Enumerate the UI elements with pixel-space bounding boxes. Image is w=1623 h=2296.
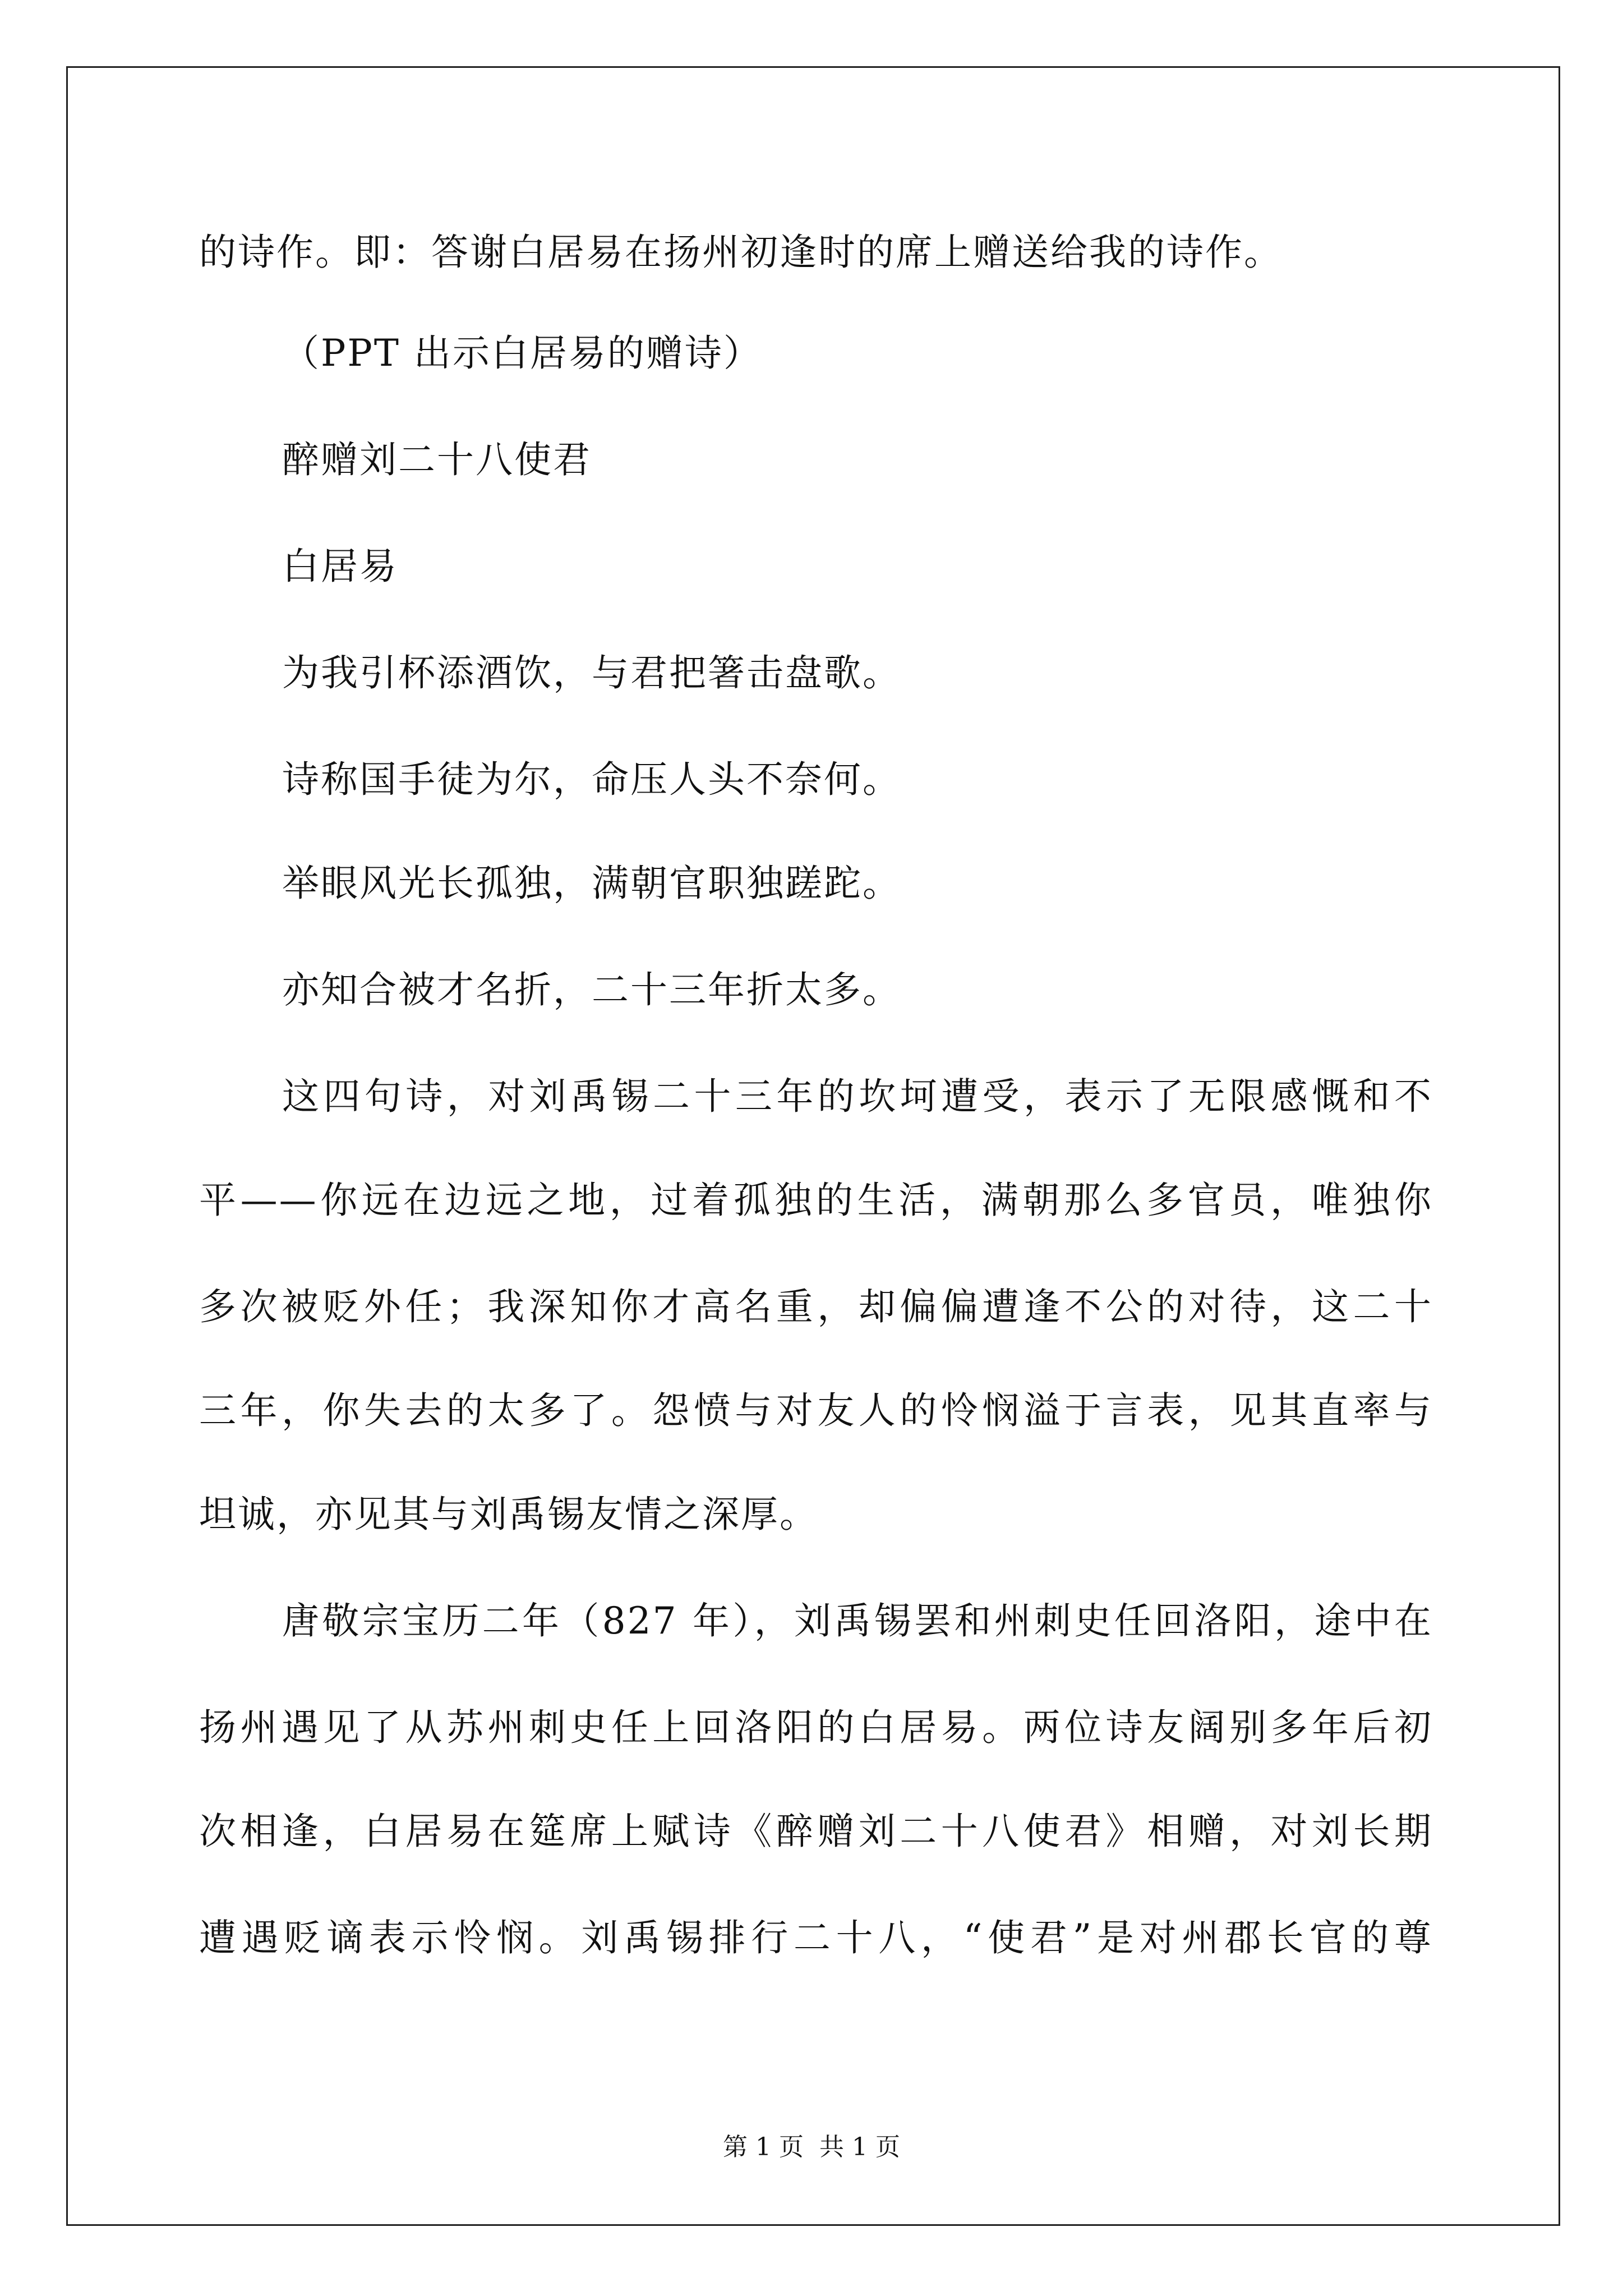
text-line: 次相逢，白居易在筵席上赋诗《醉赠刘二十八使君》相赠，对刘长期 (199, 1810, 1433, 1853)
page-number: 第 1 页 (723, 2133, 804, 2161)
text-line: 平——你远在边远之地，过着孤独的生活，满朝那么多官员，唯独你 (199, 1179, 1433, 1222)
page-border (66, 66, 1560, 2226)
text-line: （PPT 出示白居易的赠诗） (282, 332, 762, 375)
poem-author: 白居易 (282, 545, 398, 588)
text-line: 坦诚，亦见其与刘禹锡友情之深厚。 (199, 1493, 818, 1536)
poem-line: 亦知合被才名折，二十三年折太多。 (282, 968, 901, 1011)
text-line: 三年，你失去的太多了。怨愤与对友人的怜悯溢于言表，见其直率与 (199, 1389, 1433, 1432)
text-line: 遭遇贬谪表示怜悯。刘禹锡排行二十八，“使君”是对州郡长官的尊 (199, 1916, 1433, 1959)
text-line: 的诗作。即：答谢白居易在扬州初逢时的席上赠送给我的诗作。 (199, 231, 1283, 274)
poem-line: 诗称国手徒为尔，命压人头不奈何。 (282, 758, 901, 801)
page-total: 共 1 页 (819, 2133, 900, 2161)
text-line: 这四句诗，对刘禹锡二十三年的坎坷遭受，表示了无限感慨和不 (282, 1075, 1433, 1118)
text-line: 唐敬宗宝历二年（827 年），刘禹锡罢和州刺史任回洛阳，途中在 (282, 1599, 1433, 1642)
poem-title: 醉赠刘二十八使君 (282, 438, 592, 481)
poem-line: 举眼风光长孤独，满朝官职独蹉跎。 (282, 862, 901, 905)
text-line: 扬州遇见了从苏州刺史任上回洛阳的白居易。两位诗友阔别多年后初 (199, 1706, 1433, 1749)
page-footer (0, 2132, 1623, 2163)
poem-line: 为我引杯添酒饮，与君把箸击盘歌。 (282, 651, 901, 694)
text-line: 多次被贬外任；我深知你才高名重，却偏偏遭逢不公的对待，这二十 (199, 1285, 1433, 1328)
